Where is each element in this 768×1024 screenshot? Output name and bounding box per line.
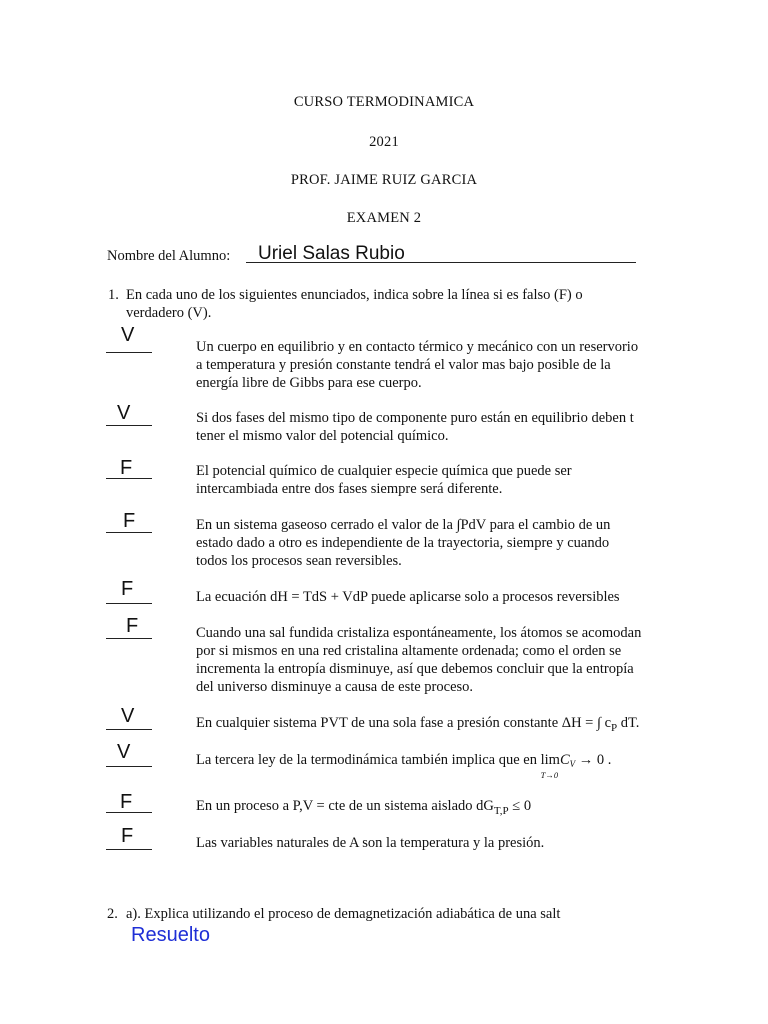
exam-title: EXAMEN 2 — [346, 210, 422, 226]
question1-prompt-line2: verdadero (V). — [126, 305, 212, 321]
statement-line: intercambiada entre dos fases siempre será diferente. — [196, 481, 503, 497]
answer-mark: V — [117, 402, 131, 424]
question2-text: a). Explica utilizando el proceso de demagnetización adiabática de una salt — [126, 906, 561, 922]
question1-prompt-line1: En cada uno de los siguientes enunciados, indica sobre la línea si es falso (F) o — [126, 287, 583, 303]
answer-mark: F — [126, 615, 139, 637]
statement-line: tener el mismo valor del potencial químico. — [196, 428, 449, 444]
statement-line: por si mismos en una red cristalina altamente ordenada; como el orden se — [196, 643, 622, 659]
student-name-value: Uriel Salas Rubio — [258, 243, 405, 264]
statement-line: La ecuación dH = TdS + VdP puede aplicarse solo a procesos reversibles — [196, 589, 620, 605]
statement-line — [196, 751, 666, 780]
statement — [196, 409, 666, 445]
answer-mark: V — [117, 741, 131, 763]
statement-line: Si dos fases del mismo tipo de componente puro están en equilibrio deben t — [196, 410, 634, 426]
limit-variable-subscript: V — [569, 759, 576, 769]
student-name-label: Nombre del Alumno: — [107, 248, 231, 264]
question2-answer: Resuelto — [131, 924, 210, 946]
statement-text: ≤ 0 — [508, 798, 532, 814]
statement-text: En un proceso a P,V = cte de un sistema aislado dG — [196, 798, 494, 814]
year: 2021 — [369, 134, 399, 150]
statement-line: estado dado a otro es independiente de la trayectoria, siempre y cuando — [196, 535, 610, 551]
statement — [196, 462, 666, 498]
statement — [196, 714, 666, 733]
statement-text: dT. — [617, 715, 640, 731]
question1-number: 1. — [108, 287, 119, 303]
answer-mark: F — [123, 510, 136, 532]
statement-line: Un cuerpo en equilibrio y en contacto térmico y mecánico con un reservorio — [196, 339, 639, 355]
statement-line: energía libre de Gibbs para ese cuerpo. — [196, 375, 422, 391]
statement-line: del universo disminuye a causa de este proceso. — [196, 679, 474, 695]
subscript: P — [611, 722, 618, 734]
statement-line: Las variables naturales de A son la temperatura y la presión. — [196, 835, 545, 851]
statement-text: La tercera ley de la termodinámica también implica que en — [196, 752, 541, 768]
statement-line — [196, 797, 666, 816]
statement-line: Cuando una sal fundida cristaliza espontáneamente, los átomos se acomodan — [196, 625, 642, 641]
statement-text: → 0 . — [575, 752, 612, 768]
statement — [196, 338, 666, 392]
answer-mark: F — [121, 825, 134, 847]
question2-number: 2. — [107, 906, 118, 922]
statement — [196, 751, 666, 780]
answer-mark: F — [120, 791, 133, 813]
limit-expression — [540, 751, 560, 780]
limit-subscript: T→0 — [540, 770, 559, 780]
statement — [196, 797, 666, 816]
answer-mark: F — [121, 578, 134, 600]
statement-line: incrementa la entropía disminuye, así que debemos concluir que la entropía — [196, 661, 634, 677]
statement-line: todos los procesos sean reversibles. — [196, 553, 402, 569]
statement — [196, 834, 666, 852]
course-title: CURSO TERMODINAMICA — [293, 94, 475, 110]
statement — [196, 516, 666, 570]
answer-mark: V — [121, 705, 135, 727]
statement — [196, 588, 666, 606]
answer-mark: V — [121, 324, 135, 346]
statement-line: a temperatura y presión constante tendrá el valor mas bajo posible de la — [196, 357, 611, 373]
subscript: T,P — [493, 805, 509, 817]
limit-variable: C — [559, 752, 570, 768]
professor-name: PROF. JAIME RUIZ GARCIA — [290, 172, 478, 188]
answer-mark: F — [120, 457, 133, 479]
statement-text: En cualquier sistema PVT de una sola fase a presión constante ΔH = ∫ c — [196, 715, 612, 731]
statement-line — [196, 714, 666, 733]
statement-line: En un sistema gaseoso cerrado el valor de la ∫PdV para el cambio de un — [196, 517, 611, 533]
statement-line: El potencial químico de cualquier especie química que puede ser — [196, 463, 572, 479]
limit-word: lim — [540, 752, 560, 768]
statement — [196, 624, 666, 696]
